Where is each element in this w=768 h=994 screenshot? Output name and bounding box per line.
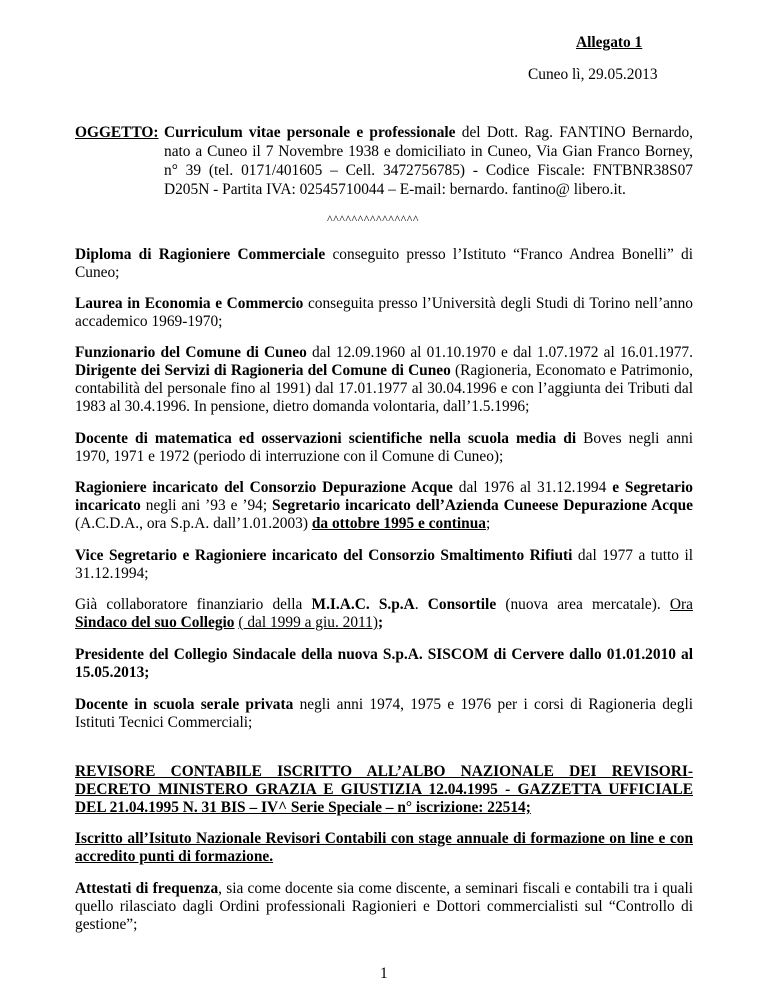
p8-line-2: 15.05.2013;	[75, 664, 150, 681]
p12-bold: Attestati di frequenza	[75, 880, 219, 897]
p7-dot: .	[414, 596, 419, 613]
separator: ^^^^^^^^^^^^^^^	[327, 212, 419, 226]
p12-text: , sia come docente sia come discente, a seminari fiscali e contabili tra i quali	[218, 880, 694, 897]
p4-bold: Docente di matematica ed osservazioni scientifiche nella scuola media di	[75, 430, 577, 447]
p5-bold-2: e Segretario	[612, 479, 693, 496]
p5-bold-1: Ragioniere incaricato del Consorzio Depurazione Acque	[75, 479, 453, 496]
p5-bold-3: incaricato	[75, 497, 141, 514]
p6-bold: Vice Segretario e Ragioniere incaricato del Consorzio Smaltimento Rifiuti	[75, 547, 573, 564]
p1-line-2: Cuneo;	[75, 264, 120, 281]
p6-text: dal 1977 a tutto il	[577, 547, 694, 564]
p7-bold-2: Consortile	[427, 596, 497, 613]
p2-text: conseguita presso l’Università degli Studi di Torino nell’anno	[307, 295, 693, 312]
p7-line-2	[75, 614, 383, 632]
p3-line-2	[75, 362, 693, 380]
p9-line-2: Istituti Tecnici Commerciali;	[75, 714, 253, 731]
p12-line-1	[75, 880, 693, 898]
oggetto-line-1	[164, 124, 693, 142]
oggetto-line-3: n° 39 (tel. 0171/401605 – Cell. 3472756785) - Codice Fiscale: FNTBNR38S07	[164, 162, 693, 179]
p11-line-2: accredito punti di formazione.	[75, 848, 274, 865]
oggetto-text: del Dott. Rag. FANTINO Bernardo,	[461, 124, 693, 141]
p3-line-4: 1983 al 30.4.1996. In pensione, dietro domanda volontaria, dall’1.5.1996;	[75, 398, 530, 415]
p7-text-1: Già collaboratore finanziario della	[75, 596, 303, 613]
page-number: 1	[380, 965, 388, 982]
p12-line-3: gestione”;	[75, 916, 138, 933]
p5-text-2: negli ani ’93 e ’94;	[145, 497, 268, 514]
p3-text-2: (Ragioneria, Economato e Patrimonio,	[454, 362, 693, 379]
p12-line-2: quello rilasciato dagli Ordini professionali Ragionieri e Dottori commercialisti sul “Controllo di	[75, 898, 693, 915]
p2-bold: Laurea in Economia e Commercio	[75, 295, 304, 312]
p3-line-3: contabilità del personale fino al 1991) dal 17.01.1977 al 30.04.1996 e con l’aggiunta dei Tributi dal	[75, 380, 693, 397]
p9-line-1	[75, 696, 693, 714]
p5-text-3: (A.C.D.A., ora S.p.A. dall’1.01.2003)	[75, 515, 308, 532]
oggetto-line-4: D205N - Partita IVA: 02545710044 – E-mail: bernardo. fantino@ libero.it.	[164, 181, 626, 198]
p2-line-2: accademico 1969-1970;	[75, 313, 223, 330]
p10-line-1: REVISORE CONTABILE ISCRITTO ALL’ALBO NAZIONALE DEI REVISORI-	[75, 763, 693, 780]
p2-line-1	[75, 295, 693, 313]
p4-line-1	[75, 430, 693, 448]
p7-bold-1: M.I.A.C. S.p.A	[311, 596, 415, 613]
p5-line-2	[75, 497, 693, 515]
p1-bold: Diploma di Ragioniere Commerciale	[75, 246, 326, 263]
oggetto-line-2: nato a Cuneo il 7 Novembre 1938 e domiciliato in Cuneo, Via Gian Franco Borney,	[164, 143, 693, 160]
p3-bold-2: Dirigente dei Servizi di Ragioneria del Comune di Cuneo	[75, 362, 451, 379]
p5-line-1	[75, 479, 693, 497]
p7-end: ;	[378, 614, 384, 631]
oggetto-title: Curriculum vitae personale e professionale	[164, 124, 456, 141]
p11-line-1: Iscritto all’Isituto Nazionale Revisori Contabili con stage annuale di formazione on line e con	[75, 830, 693, 847]
p6-line-2: 31.12.1994;	[75, 565, 149, 582]
p3-line-1	[75, 344, 693, 362]
p8-line-1: Presidente del Collegio Sindacale della nuova S.p.A. SISCOM di Cervere dallo 01.01.2010 al	[75, 646, 693, 663]
allegato-label: Allegato 1	[576, 34, 643, 51]
p7-underlined-2: ( dal 1999 a giu. 2011)	[238, 614, 378, 631]
p9-bold: Docente in scuola serale privata	[75, 696, 294, 713]
p7-underlined-bold: Sindaco del suo Collegio	[75, 614, 235, 631]
p7-line-1	[75, 596, 693, 614]
p3-bold-1: Funzionario del Comune di Cuneo	[75, 344, 307, 361]
p5-text-1: dal 1976 al 31.12.1994	[458, 479, 607, 496]
p1-text: conseguito presso l’Istituto “Franco Andrea Bonelli” di	[332, 246, 693, 263]
place-date: Cuneo lì, 29.05.2013	[528, 66, 658, 83]
p7-underlined-1: Ora	[669, 596, 693, 613]
p3-text-1: dal 12.09.1960 al 01.10.1970 e dal 1.07.1972 al 16.01.1977.	[311, 344, 693, 361]
p4-text: Boves negli anni	[583, 430, 693, 447]
p5-line-3	[75, 515, 490, 533]
p9-text: negli anni 1974, 1975 e 1976 per i corsi di Ragioneria degli	[299, 696, 693, 713]
oggetto-label: OGGETTO:	[75, 124, 159, 141]
p6-line-1	[75, 547, 693, 565]
p10-line-3: DEL 21.04.1995 N. 31 BIS – IV^ Serie Speciale – n° iscrizione: 22514;	[75, 799, 531, 816]
p1-line-1	[75, 246, 693, 264]
p10-line-2: DECRETO MINISTERO GRAZIA E GIUSTIZIA 12.04.1995 - GAZZETTA UFFICIALE	[75, 781, 693, 798]
p5-end: ;	[486, 515, 491, 532]
p4-line-2: 1970, 1971 e 1972 (periodo di interruzione con il Comune di Cuneo);	[75, 448, 504, 465]
p5-bold-4: Segretario incaricato dell’Azienda Cuneese Depurazione Acque	[272, 497, 693, 514]
p7-text-2: (nuova area mercatale).	[505, 596, 661, 613]
p5-underlined: da ottobre 1995 e continua	[311, 515, 486, 532]
